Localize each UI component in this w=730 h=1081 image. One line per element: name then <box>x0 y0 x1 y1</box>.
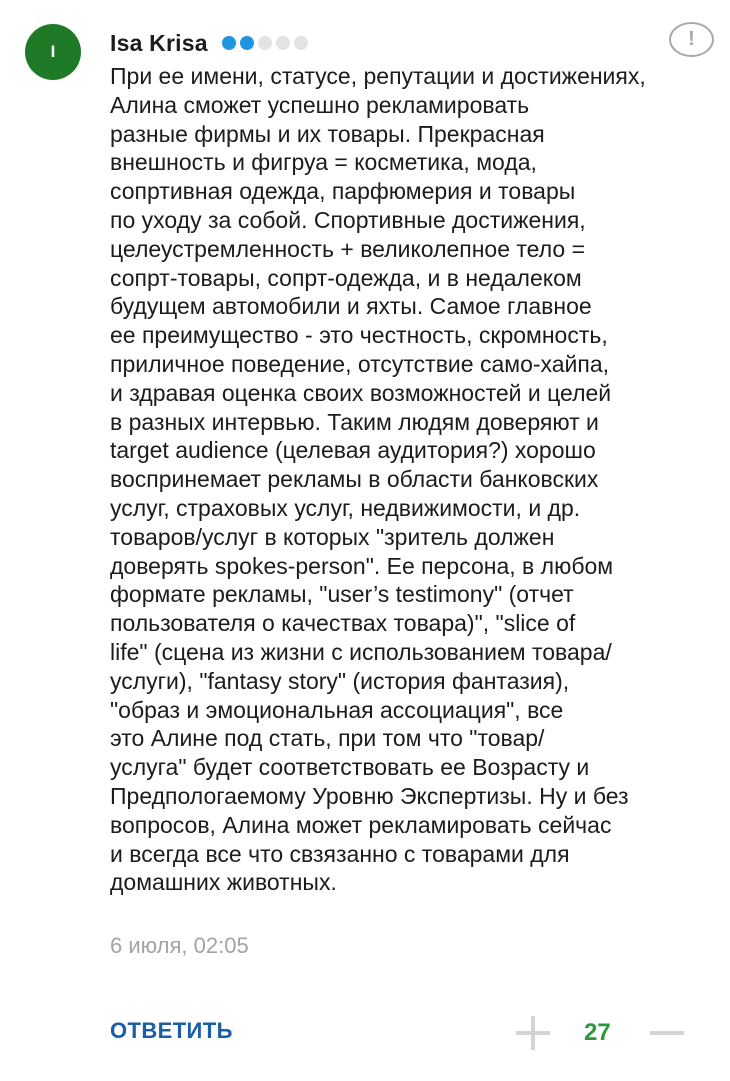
vote-score: 27 <box>584 1019 611 1046</box>
comment-text-line: в разных интервью. Таким людям доверяют и <box>110 408 599 435</box>
comment-text-line: Предпологаемому Уровню Экспертизы. Ну и без <box>110 782 629 809</box>
comment-text <box>110 62 720 897</box>
comment-text-line: "образ и эмоциональная ассоциация", все <box>110 696 564 723</box>
comment-text-line: сопрт-товары, сопрт-одежда, и в недалеком <box>110 264 582 291</box>
rating-dot <box>258 36 272 50</box>
comment-timestamp: 6 июля, 02:05 <box>110 933 249 958</box>
comment-text-line: целеустремленность + великолепное тело = <box>110 235 586 262</box>
comment-text-line: услуг, страховых услуг, недвижимости, и др. <box>110 494 581 521</box>
comment-text-line: вопросов, Алина может рекламировать сейчас <box>110 811 612 838</box>
comment-text-line: доверять spokes-person". Ее персона, в любом <box>110 552 614 579</box>
comment-text-line: пользователя о качествах товара)", "slice of <box>110 610 576 637</box>
comment-text-line: будущем автомобили и яхты. Самое главное <box>110 293 592 320</box>
reply-button[interactable]: ОТВЕТИТЬ <box>110 1018 233 1043</box>
exclamation-circle-icon: ! <box>688 28 695 50</box>
comment-text-line: по уходу за собой. Спортивные достижения, <box>110 206 586 233</box>
report-button[interactable] <box>669 22 714 57</box>
comment-text-line: это Алине под стать, при том что "товар/ <box>110 725 545 752</box>
comment-text-line: воспринемает рекламы в области банковских <box>110 466 599 493</box>
rating-dot <box>276 36 290 50</box>
comment-text-line: товаров/услуг в которых "зритель должен <box>110 523 555 550</box>
comment-text-line: life" (сцена из жизни с использованием товара/ <box>110 638 612 665</box>
downvote-button[interactable] <box>650 1016 684 1050</box>
comment-text-line: target audience (целевая аудитория?) хорошо <box>110 437 596 464</box>
rating-dot <box>222 36 236 50</box>
comment-text-line: сопртивная одежда, парфюмерия и товары <box>110 178 576 205</box>
author-name[interactable]: Isa Krisa <box>110 29 208 56</box>
upvote-button[interactable] <box>516 1016 550 1050</box>
comment-text-line: разные фирмы и их товары. Прекрасная <box>110 120 545 147</box>
comment-text-line: формате рекламы, "user’s testimony" (отчет <box>110 581 574 608</box>
comment-text-line: Алина сможет успешно рекламировать <box>110 91 530 118</box>
comment-text-line: ее преимущество - это честность, скромность, <box>110 322 608 349</box>
comment-text-line: услуга" будет соответствовать ее Возрасту и <box>110 754 590 781</box>
comment-text-line: услуги), "fantasy story" (история фантазия), <box>110 667 570 694</box>
rating-dot <box>294 36 308 50</box>
comment-text-line: и здравая оценка своих возможностей и целей <box>110 379 612 406</box>
author-rating <box>222 36 308 50</box>
comment-header <box>110 26 308 60</box>
avatar[interactable]: I <box>25 24 81 80</box>
comment-text-line: При ее имени, статусе, репутации и достижениях, <box>110 63 646 89</box>
comment-text-line: внешность и фигруа = косметика, мода, <box>110 149 537 176</box>
comment-text-line: домашних животных. <box>110 869 337 896</box>
comment-text-line: приличное поведение, отсутствие само-хайпа, <box>110 350 610 377</box>
rating-dot <box>240 36 254 50</box>
comment-text-line: и всегда все что свзязанно с товарами для <box>110 840 570 867</box>
